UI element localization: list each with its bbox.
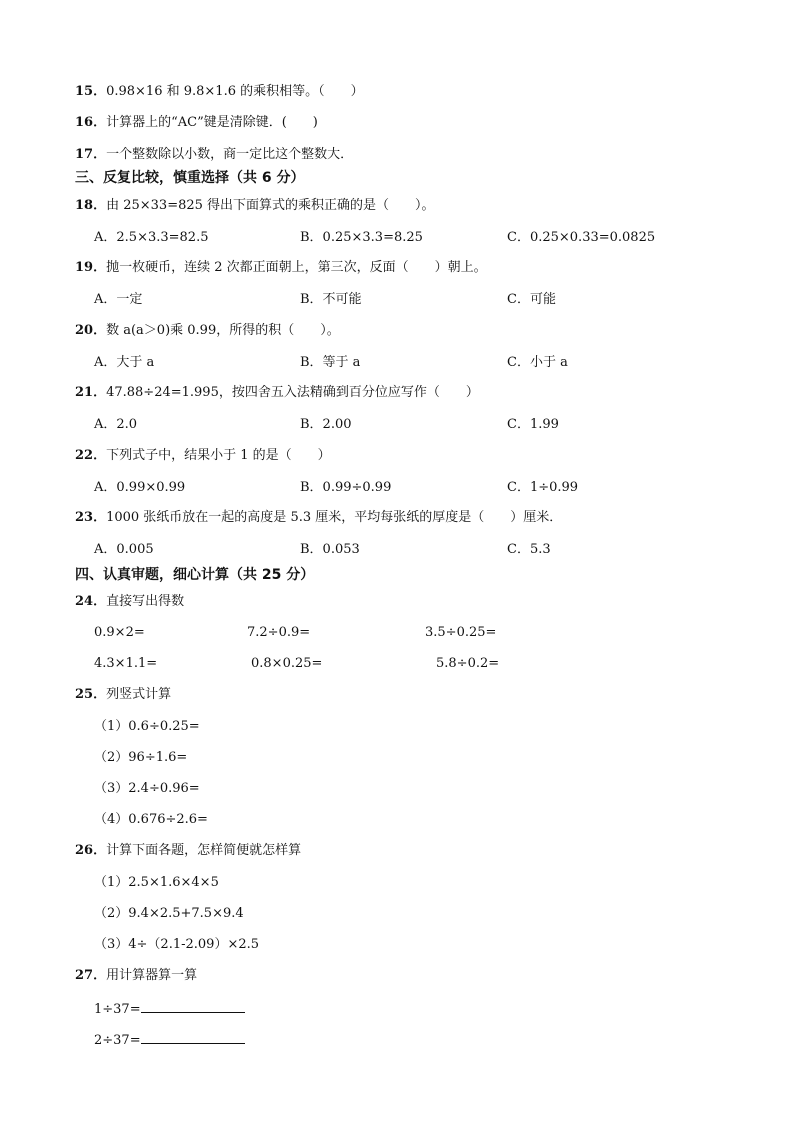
option-b: B．0.053 <box>300 542 360 557</box>
question-text: 下列式子中，结果小于 1 的是（ ） <box>106 448 331 463</box>
question-17 <box>75 147 353 163</box>
option-a: A．大于 a <box>94 355 155 370</box>
question-number: 19． <box>75 260 107 275</box>
option-c: C．5.3 <box>507 542 551 557</box>
answer-blank[interactable] <box>141 1000 245 1013</box>
question-number: 18． <box>75 198 107 213</box>
question-26 <box>75 843 301 859</box>
calc-item: 0.9×2= <box>94 625 145 640</box>
option-b: B．等于 a <box>300 355 361 370</box>
sub-item: （1）0.6÷0.25= <box>94 719 200 734</box>
sub-item: （3）2.4÷0.96= <box>94 781 200 796</box>
sub-item: （2）9.4×2.5+7.5×9.4 <box>94 906 244 921</box>
sub-item: （4）0.676÷2.6= <box>94 812 208 827</box>
question-20 <box>75 323 340 339</box>
question-number: 23． <box>75 510 107 525</box>
question-text: 由 25×33=825 得出下面算式的乘积正确的是（ ）。 <box>106 198 435 213</box>
question-number: 17． <box>75 147 107 162</box>
option-a: A．0.005 <box>94 542 154 557</box>
calc-item: 4.3×1.1= <box>94 656 158 671</box>
option-a: A．2.5×3.3=82.5 <box>94 230 209 245</box>
question-number: 20． <box>75 323 107 338</box>
question-text: 一个整数除以小数，商一定比这个整数大． <box>106 147 354 162</box>
section-heading-4: 四、认真审题，细心计算（共 25 分） <box>75 567 315 583</box>
question-text: 0.98×16 和 9.8×1.6 的乘积相等。（ ） <box>106 84 364 99</box>
option-b: B．0.99÷0.99 <box>300 480 392 495</box>
question-number: 16． <box>75 115 107 130</box>
option-a: A．2.0 <box>94 417 138 432</box>
option-c: C．0.25×0.33=0.0825 <box>507 230 656 245</box>
option-b: B．2.00 <box>300 417 352 432</box>
calc-item: 3.5÷0.25= <box>425 625 497 640</box>
question-16 <box>75 115 318 131</box>
question-18 <box>75 198 435 214</box>
option-c: C．1÷0.99 <box>507 480 579 495</box>
sub-item: （1）2.5×1.6×4×5 <box>94 875 219 890</box>
question-number: 21． <box>75 385 107 400</box>
option-b: B．不可能 <box>300 292 362 307</box>
calc-answer-line <box>94 1000 245 1018</box>
question-text: 数 a(a＞0)乘 0.99，所得的积（ ）。 <box>106 323 340 338</box>
option-c: C．小于 a <box>507 355 568 370</box>
question-text: 计算器上的“AC”键是清除键．( ) <box>106 115 318 130</box>
question-22 <box>75 448 331 464</box>
question-number: 26． <box>75 843 107 858</box>
question-number: 15． <box>75 84 107 99</box>
sub-item: （3）4÷（2.1-2.09）×2.5 <box>94 937 260 952</box>
answer-blank[interactable] <box>141 1031 245 1044</box>
question-text: 1000 张纸币放在一起的高度是 5.3 厘米，平均每张纸的厚度是（ ）厘米． <box>106 510 563 525</box>
calc-item: 7.2÷0.9= <box>247 625 311 640</box>
calc-item: 5.8÷0.2= <box>436 656 500 671</box>
question-number: 22． <box>75 448 107 463</box>
question-number: 25． <box>75 687 107 702</box>
calc-expression: 1÷37= <box>94 1002 141 1017</box>
question-text: 列竖式计算 <box>106 687 172 702</box>
question-text: 用计算器算一算 <box>106 968 198 983</box>
calc-item: 0.8×0.25= <box>251 656 323 671</box>
question-27 <box>75 968 197 984</box>
question-21 <box>75 385 479 401</box>
option-b: B．0.25×3.3=8.25 <box>300 230 423 245</box>
option-a: A．一定 <box>94 292 143 307</box>
question-15 <box>75 84 364 100</box>
calc-expression: 2÷37= <box>94 1033 141 1048</box>
question-text: 直接写出得数 <box>106 594 185 609</box>
calc-answer-line <box>94 1031 245 1049</box>
section-heading-3: 三、反复比较，慎重选择（共 6 分） <box>75 170 305 186</box>
option-c: C．1.99 <box>507 417 559 432</box>
option-a: A．0.99×0.99 <box>94 480 186 495</box>
question-number: 24． <box>75 594 107 609</box>
sub-item: （2）96÷1.6= <box>94 750 188 765</box>
question-19 <box>75 260 487 276</box>
option-c: C．可能 <box>507 292 556 307</box>
question-24 <box>75 594 184 610</box>
question-number: 27． <box>75 968 107 983</box>
question-text: 抛一枚硬币，连续 2 次都正面朝上，第三次，反面（ ）朝上。 <box>106 260 487 275</box>
question-23 <box>75 510 562 526</box>
question-25 <box>75 687 171 703</box>
question-text: 计算下面各题，怎样简便就怎样算 <box>106 843 302 858</box>
question-text: 47.88÷24=1.995，按四舍五入法精确到百分位应写作（ ） <box>106 385 479 400</box>
